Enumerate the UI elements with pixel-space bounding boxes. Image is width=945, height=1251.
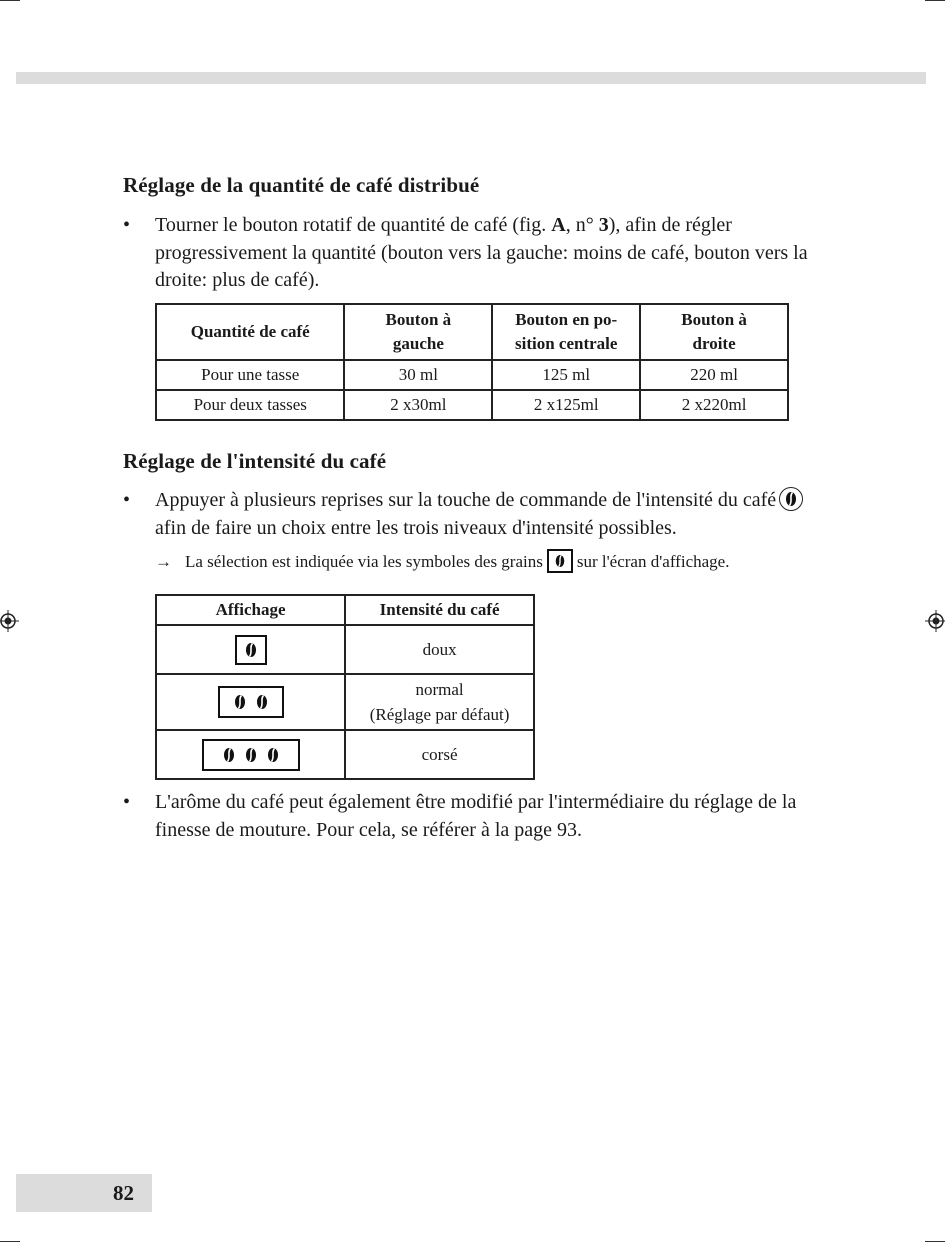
intensity-button-icon [779, 487, 803, 511]
header-line: Bouton à [385, 310, 452, 329]
table-cell: corsé [345, 730, 534, 779]
cell-line: normal [415, 680, 464, 699]
bean-display [202, 739, 300, 771]
header-line: gauche [392, 334, 444, 353]
table-cell: 125 ml [492, 360, 640, 390]
text-part: afin de faire un choix entre les trois niveaux d'intensité possibles. [155, 516, 677, 539]
coffee-bean-icon [233, 693, 247, 711]
display-cell [156, 625, 345, 674]
registration-mark-icon [925, 610, 945, 632]
bullet-intensity [123, 487, 823, 543]
text-part: Appuyer à plusieurs reprises sur la touche de commande de l'intensité du café [155, 489, 777, 511]
display-cell [156, 674, 345, 730]
crop-mark [925, 1241, 945, 1242]
display-cell [156, 730, 345, 779]
header-line: droite [692, 334, 736, 353]
text-part: ), afin de régler progressivement la quantité (bouton vers la gauche: moins de café, bouton vers la droite: plus de café). [155, 214, 808, 291]
cell-line: (Réglage par défaut) [369, 705, 510, 724]
text-part: , n° [565, 214, 599, 236]
table-row [156, 390, 788, 420]
section-heading-intensity: Réglage de l'intensité du café [123, 449, 387, 473]
header-line: Bouton à [681, 310, 747, 329]
bullet-dot: • [123, 791, 131, 813]
bullet-text: L'arôme du café peut également être modifié par l'intermédiaire du réglage de la finesse de mouture. Pour cela, se référer à la page 93. [155, 791, 797, 841]
coffee-bean-icon [244, 641, 258, 659]
table-row [156, 730, 534, 779]
table-header [156, 304, 344, 360]
table-cell: 2 x125ml [492, 390, 640, 420]
coffee-bean-icon [222, 746, 236, 764]
figure-ref: A [551, 214, 566, 236]
table-header [640, 304, 788, 360]
coffee-bean-icon [255, 693, 269, 711]
bullet-aroma [123, 789, 823, 845]
coffee-bean-icon [266, 746, 280, 764]
table-cell: 220 ml [640, 360, 788, 390]
arrow-icon: → [155, 552, 172, 571]
crop-mark [925, 0, 945, 1]
table-row [156, 625, 534, 674]
table-cell: 2 x220ml [640, 390, 788, 420]
text-part: Tourner le bouton rotatif de quantité de café (fig. [155, 214, 552, 236]
page-number-box [16, 1174, 152, 1212]
table-cell: doux [345, 625, 534, 674]
note-text: La sélection est indiquée via les symboles des grains [185, 552, 543, 571]
crop-mark [0, 1241, 20, 1242]
note-text: sur l'écran d'affichage. [576, 552, 730, 571]
section-heading-quantity: Réglage de la quantité de café distribué [123, 173, 480, 197]
table-row [156, 360, 788, 390]
header-line: Quantité de café [190, 322, 310, 341]
bullet-text [155, 487, 823, 542]
coffee-bean-icon [244, 746, 258, 764]
bullet-text [155, 212, 823, 295]
item-number: 3 [598, 214, 609, 236]
table-cell [345, 674, 534, 730]
bean-display [218, 686, 284, 718]
coffee-bean-icon [547, 549, 573, 573]
registration-mark-icon [0, 610, 19, 632]
note-line [155, 550, 835, 575]
bullet-dot: • [123, 214, 131, 236]
crop-mark [0, 0, 20, 1]
table-cell: Pour deux tasses [156, 390, 344, 420]
table-header: Affichage [156, 595, 345, 625]
quantity-table [155, 303, 789, 421]
table-row [156, 674, 534, 730]
header-line: sition centrale [514, 334, 618, 353]
table-header: Intensité du café [345, 595, 534, 625]
bullet-quantity [123, 212, 823, 296]
table-header [492, 304, 640, 360]
table-cell: 2 x30ml [344, 390, 492, 420]
table-header [344, 304, 492, 360]
intensity-table [155, 594, 535, 780]
bean-display [235, 635, 267, 665]
table-cell: 30 ml [344, 360, 492, 390]
page-number: 82 [113, 1181, 134, 1205]
header-line: Bouton en po- [515, 310, 618, 329]
header-band [16, 72, 926, 84]
bullet-dot: • [123, 489, 131, 511]
table-cell: Pour une tasse [156, 360, 344, 390]
